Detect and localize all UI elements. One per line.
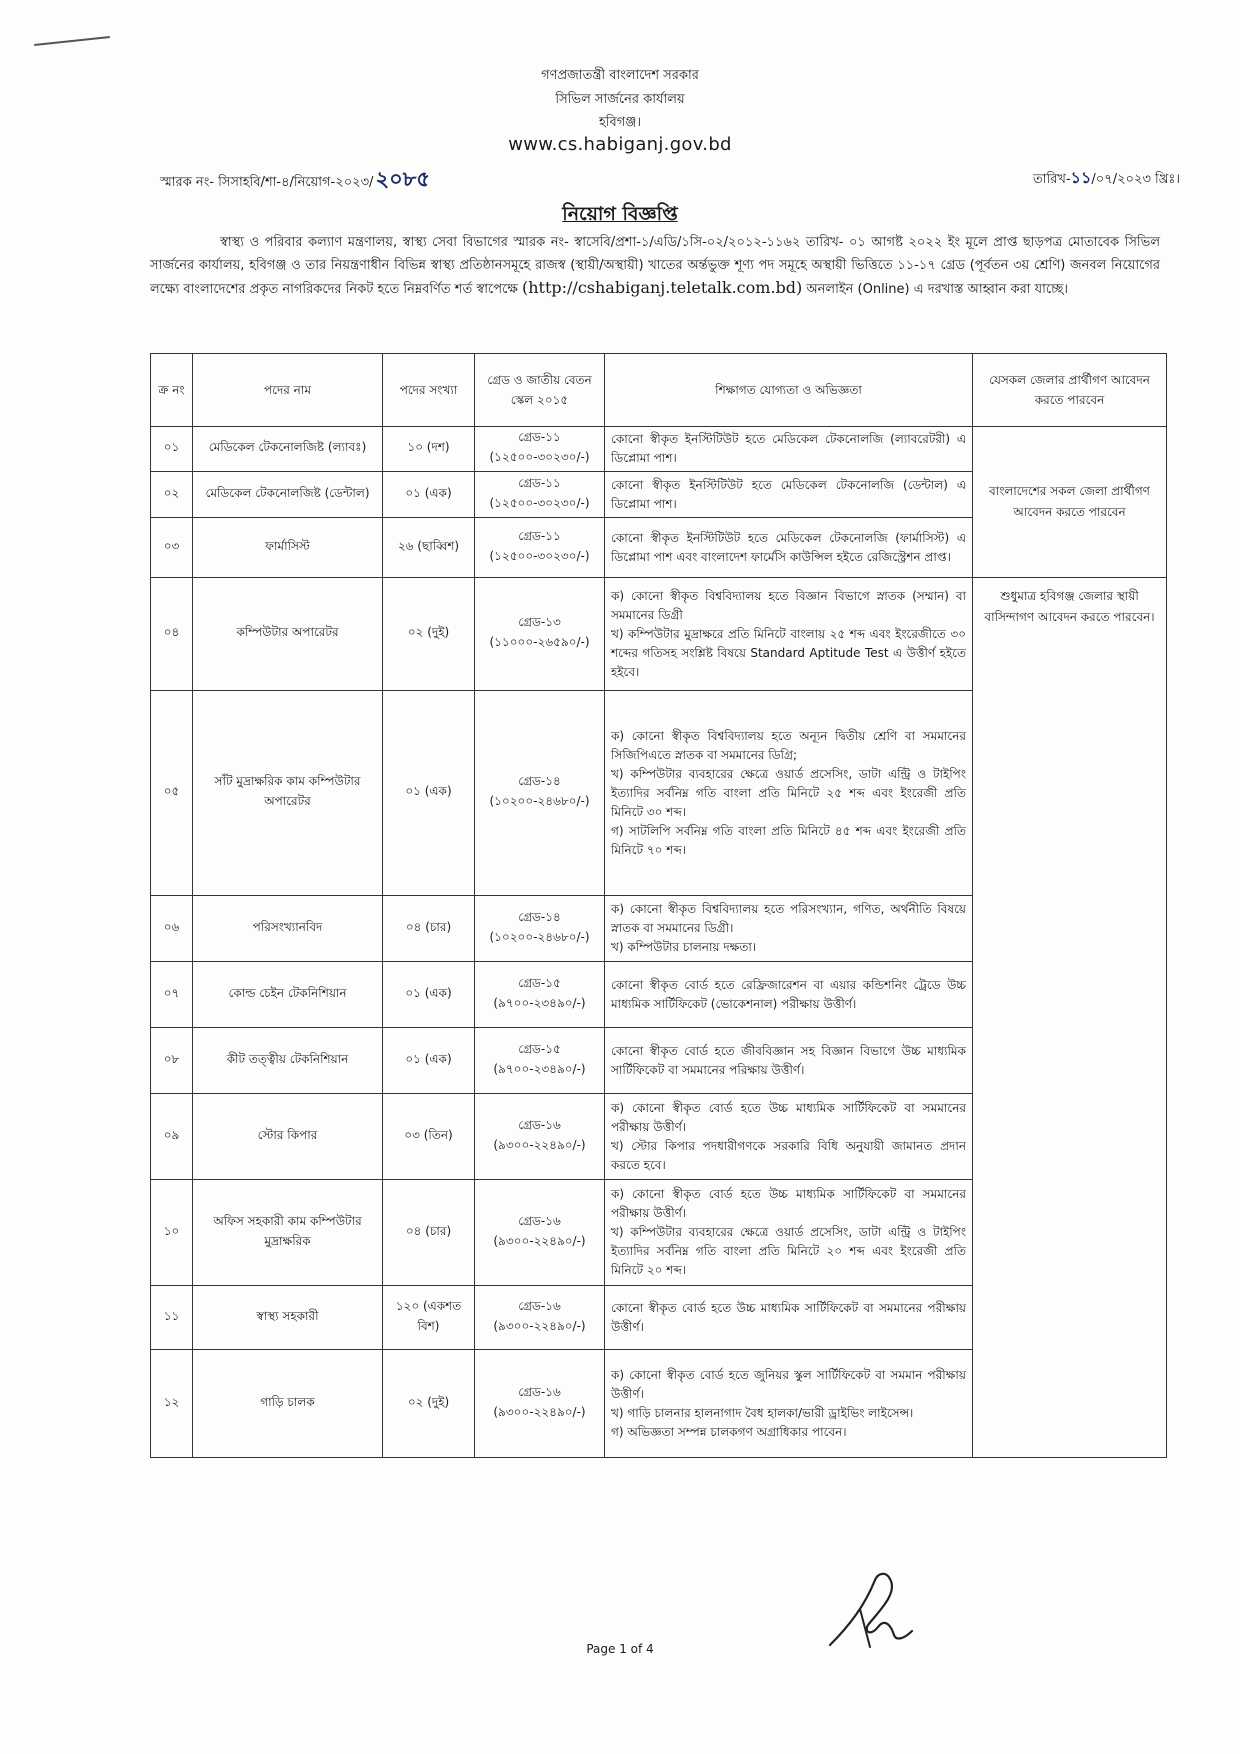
cell-post: পরিসংখ্যানবিদ <box>193 896 383 962</box>
cell-count: ১০ (দশ) <box>383 427 475 472</box>
date-rest: /০৭/২০২৩ খ্রিঃ। <box>1091 172 1180 187</box>
qualification-line: ক) কোনো স্বীকৃত বোর্ড হতে উচ্চ মাধ্যমিক সার্টিফিকেট বা সমমানের পরীক্ষায় উত্তীর্ণ। <box>611 1100 966 1134</box>
pay-scale: (১১০০০-২৬৫৯০/-) <box>489 635 590 649</box>
qualification-line: খ) কম্পিউটার ব্যবহারের ক্ষেত্রে ওয়ার্ড প্রসেসিং, ডাটা এন্ট্রি ও টাইপিং ইত্যাদির সর্বনিম্ন গতি বাংলা প্রতি মিনিটে ২০ শব্দ এবং ইংরেজী প্রতি মিনিটে ২০ শব্দ। <box>611 1225 966 1277</box>
grade-label: গ্রেড-১৪ <box>518 774 561 788</box>
cell-qualification <box>605 427 973 472</box>
grade-label: গ্রেড-১১ <box>518 430 561 444</box>
notice-title: নিয়োগ বিজ্ঞপ্তি <box>562 203 678 225</box>
grade-label: গ্রেড-১৬ <box>518 1298 561 1313</box>
cell-count: ০৩ (তিন) <box>383 1094 475 1180</box>
cell-qualification <box>605 1350 973 1458</box>
pay-scale: (৯৩০০-২২৪৯০/-) <box>493 1404 586 1419</box>
cell-sl: ০৮ <box>151 1028 193 1094</box>
intro-paragraph <box>150 232 1160 302</box>
cell-post: স্বাস্থ্য সহকারী <box>193 1286 383 1350</box>
cell-post: ফার্মাসিস্ট <box>193 518 383 578</box>
application-url: (http://cshabiganj.teletalk.com.bd) <box>522 278 803 297</box>
grade-label: গ্রেড-১৪ <box>518 909 561 924</box>
cell-qualification <box>605 1286 973 1350</box>
cell-grade <box>475 1180 605 1286</box>
col-header-post: পদের নাম <box>193 354 383 427</box>
cell-count: ০২ (দুই) <box>383 1350 475 1458</box>
qualification-line: ক) কোনো স্বীকৃত বিশ্ববিদ্যালয় হতে অন্যূন দ্বিতীয় শ্রেণি বা সমমানের সিজিপিএতে স্নাতক বা সমমানের ডিগ্রি; <box>611 728 966 762</box>
cell-grade <box>475 896 605 962</box>
qualification-line: খ) গাড়ি চালনার হালনাগাদ বৈধ হালকা/ভারী ড্রাইভিং লাইসেন্স। <box>611 1405 914 1420</box>
memo-number: ২০৮৫ <box>375 167 430 191</box>
grade-label: গ্রেড-১১ <box>518 475 561 490</box>
grade-label: গ্রেড-১৬ <box>518 1213 561 1228</box>
cell-sl: ০৫ <box>151 691 193 896</box>
pay-scale: (১২৫০০-৩০২৩০/-) <box>489 548 590 563</box>
cell-grade <box>475 472 605 518</box>
grade-label: গ্রেড-১৩ <box>518 615 561 629</box>
cell-grade <box>475 578 605 691</box>
qualification-line: কোনো স্বীকৃত ইনস্টিটিউট হতে মেডিকেল টেকনোলজি (ল্যাবরেটরী) এ ডিপ্লোমা পাশ। <box>611 432 966 465</box>
qualification-line: কোনো স্বীকৃত বোর্ড হতে রেফ্রিজারেশন বা এয়ার কন্ডিশনিং ট্রেডে উচ্চ মাধ্যমিক সার্টিফিকেট (ভোকেশনাল) পরীক্ষায় উত্তীর্ণ। <box>611 977 966 1011</box>
cell-count: ০১ (এক) <box>383 1028 475 1094</box>
col-header-district: যেসকল জেলার প্রার্থীগণ আবেদন করতে পারবেন <box>973 354 1167 427</box>
cell-grade <box>475 518 605 578</box>
cell-count: ১২০ (একশত বিশ) <box>383 1286 475 1350</box>
issue-date <box>1033 165 1180 192</box>
cell-sl: ০৯ <box>151 1094 193 1180</box>
pay-scale: (৯৩০০-২২৪৯০/-) <box>493 1137 586 1152</box>
col-header-count: পদের সংখ্যা <box>383 354 475 427</box>
pen-mark <box>34 36 110 46</box>
table-row <box>151 578 1167 691</box>
cell-grade <box>475 1028 605 1094</box>
cell-eligibility-habiganj: শুধুমাত্র হবিগঞ্জ জেলার স্থায়ী বাসিন্দাগণ আবেদন করতে পারবেন। <box>973 578 1167 1458</box>
cell-post: কীট তত্ত্বীয় টেকনিশিয়ান <box>193 1028 383 1094</box>
qualification-line: ক) কোনো স্বীকৃত বিশ্ববিদ্যালয় হতে পরিসংখ্যান, গণিত, অর্থনীতি বিষয়ে স্নাতক বা সমমানের ডিগ্রী। <box>611 902 966 935</box>
table-body <box>151 427 1167 1458</box>
cell-sl: ০৭ <box>151 962 193 1028</box>
cell-post: কোল্ড চেইন টেকনিশিয়ান <box>193 962 383 1028</box>
cell-sl: ১২ <box>151 1350 193 1458</box>
header-government: গণপ্রজাতন্ত্রী বাংলাদেশ সরকার <box>541 68 699 83</box>
cell-post: গাড়ি চালক <box>193 1350 383 1458</box>
pay-scale: (১২৫০০-৩০২৩০/-) <box>489 495 590 510</box>
pay-scale: (১০২০০-২৪৬৮০/-) <box>489 794 590 808</box>
cell-qualification <box>605 1094 973 1180</box>
cell-grade <box>475 691 605 896</box>
pay-scale: (১২৫০০-৩০২৩০/-) <box>489 450 590 464</box>
cell-count: ০১ (এক) <box>383 962 475 1028</box>
cell-sl: ০৩ <box>151 518 193 578</box>
date-day: ১১ <box>1070 168 1092 187</box>
cell-count: ০৪ (চার) <box>383 896 475 962</box>
cell-sl: ০১ <box>151 427 193 472</box>
cell-grade <box>475 427 605 472</box>
cell-sl: ০৪ <box>151 578 193 691</box>
cell-count: ০৪ (চার) <box>383 1180 475 1286</box>
cell-post: সাঁট মুদ্রাক্ষরিক কাম কম্পিউটার অপারেটর <box>193 691 383 896</box>
qualification-line: খ) স্টোর কিপার পদধারীগণকে সরকারি বিধি অনুযায়ী জামানত প্রদান করতে হবে। <box>611 1138 966 1172</box>
cell-grade <box>475 1286 605 1350</box>
cell-count: ০১ (এক) <box>383 472 475 518</box>
cell-grade <box>475 1350 605 1458</box>
cell-post: মেডিকেল টেকনোলজিষ্ট (ল্যাবঃ) <box>193 427 383 472</box>
cell-count: ০২ (দুই) <box>383 578 475 691</box>
cell-eligibility-all: বাংলাদেশের সকল জেলা প্রার্থীগণ আবেদন করতে পারবেন <box>973 427 1167 578</box>
grade-label: গ্রেড-১৬ <box>518 1384 561 1399</box>
table-row <box>151 427 1167 472</box>
pay-scale: (৯৩০০-২২৪৯০/-) <box>493 1233 586 1248</box>
cell-qualification <box>605 962 973 1028</box>
intro-tail: অনলাইন (Online) এ দরখাস্ত আহ্বান করা যাচ্ছে। <box>802 282 1069 297</box>
table-header-row <box>151 354 1167 427</box>
col-header-sl: ক্র নং <box>151 354 193 427</box>
pay-scale: (৯৭০০-২৩৪৯০/-) <box>493 1061 586 1076</box>
qualification-line: কোনো স্বীকৃত ইনস্টিটিউট হতে মেডিকেল টেকনোলজি (ফার্মাসিস্ট) এ ডিপ্লোমা পাশ এবং বাংলাদেশ ফার্মেসি কাউন্সিল হইতে রেজিস্ট্রেশন প্রাপ্ত। <box>611 530 966 564</box>
vacancy-table <box>150 353 1167 1458</box>
qualification-line: কোনো স্বীকৃত বোর্ড হতে উচ্চ মাধ্যমিক সার্টিফিকেট বা সমমানের পরীক্ষায় উত্তীর্ণ। <box>611 1300 966 1334</box>
cell-sl: ০২ <box>151 472 193 518</box>
cell-qualification <box>605 896 973 962</box>
header-website: www.cs.habiganj.gov.bd <box>508 134 732 155</box>
grade-label: গ্রেড-১১ <box>518 528 561 543</box>
qualification-line: ক) কোনো স্বীকৃত বোর্ড হতে জুনিয়র স্কুল সার্টিফিকেট বা সমমান পরীক্ষায় উত্তীর্ণ। <box>611 1367 966 1401</box>
cell-sl: ১১ <box>151 1286 193 1350</box>
cell-qualification <box>605 1028 973 1094</box>
qualification-line: ক) কোনো স্বীকৃত বোর্ড হতে উচ্চ মাধ্যমিক সার্টিফিকেট বা সমমানের পরীক্ষায় উত্তীর্ণ। <box>611 1187 966 1220</box>
memo-reference <box>160 163 430 198</box>
cell-qualification <box>605 691 973 896</box>
qualification-line: খ) কম্পিউটার মুদ্রাক্ষরে প্রতি মিনিটে বাংলায় ২৫ শব্দ এবং ইংরেজীতে ৩০ শব্দের গতিসহ সংশ্লিষ্ট বিষয়ে Standard Aptitude Test এ উত্তীর্ণ হইতে হইবে। <box>611 626 966 679</box>
date-prefix: তারিখ- <box>1033 172 1071 187</box>
cell-post: মেডিকেল টেকনোলজিষ্ট (ডেন্টাল) <box>193 472 383 518</box>
qualification-line: ক) কোনো স্বীকৃত বিশ্ববিদ্যালয় হতে বিজ্ঞান বিভাগে স্নাতক (সম্মান) বা সমমানের ডিগ্রী <box>611 588 966 622</box>
intro-text: স্বাস্থ্য ও পরিবার কল্যাণ মন্ত্রণালয়, স্বাস্থ্য সেবা বিভাগের স্মারক নং- স্বাসেবি/প্রশা-১/এডি/১সি-০২/২০১২-১১৬২ তারিখ- ০১ আগষ্ট ২০২২ ইং মূলে প্রাপ্ত ছাড়পত্র মোতাবেক সিভিল সার্জনের কার্যালয়, হবিগঞ্জ ও তার নিয়ন্ত্রণাধীন বিভিন্ন স্বাস্থ্য প্রতিষ্ঠানসমূহে রাজস্ব (স্থায়ী/অস্থায়ী) খাতের অর্ন্তভুক্ত শূণ্য পদ সমূহে অস্থায়ী ভিত্তিতে ১১-১৭ গ্রেড (পূর্বতন ৩য় শ্রেণি) জনবল নিয়োগের লক্ষ্যে বাংলাদেশের প্রকৃত নাগরিকদের নিকট হতে নিম্নবর্ণিত শর্ত স্বাপেক্ষে <box>150 235 1160 297</box>
page-number: Page 1 of 4 <box>586 1642 654 1656</box>
cell-sl: ০৬ <box>151 896 193 962</box>
pay-scale: (৯৭০০-২৩৪৯০/-) <box>493 995 586 1010</box>
cell-count: ২৬ (ছাব্বিশ) <box>383 518 475 578</box>
pay-scale: (৯৩০০-২২৪৯০/-) <box>493 1318 586 1333</box>
qualification-line: কোনো স্বীকৃত বোর্ড হতে জীববিজ্ঞান সহ বিজ্ঞান বিভাগে উচ্চ মাধ্যমিক সার্টিফিকেট বা সমমানের পরিক্ষায় উত্তীর্ণ। <box>611 1043 966 1077</box>
cell-grade <box>475 1094 605 1180</box>
cell-sl: ১০ <box>151 1180 193 1286</box>
cell-qualification <box>605 472 973 518</box>
qualification-line: খ) কম্পিউটার ব্যবহারের ক্ষেত্রে ওয়ার্ড প্রসেসিং, ডাটা এন্ট্রি ও টাইপিং ইত্যাদির সর্বনিম্ন গতি বাংলা প্রতি মিনিটে ২৫ শব্দ এবং ইংরেজী প্রতি মিনিটে ৩০ শব্দ। <box>611 766 966 819</box>
header-district: হবিগঞ্জ। <box>598 115 642 130</box>
cell-post: স্টোর কিপার <box>193 1094 383 1180</box>
qualification-line: কোনো স্বীকৃত ইনস্টিটিউট হতে মেডিকেল টেকনোলজি (ডেন্টাল) এ ডিপ্লোমা পাশ। <box>611 477 966 511</box>
cell-post: অফিস সহকারী কাম কম্পিউটার মুদ্রাক্ষরিক <box>193 1180 383 1286</box>
qualification-line: খ) কম্পিউটার চালনায় দক্ষতা। <box>611 940 757 954</box>
grade-label: গ্রেড-১৫ <box>518 975 561 990</box>
cell-grade <box>475 962 605 1028</box>
header-office: সিভিল সার্জনের কার্যালয় <box>555 92 685 107</box>
memo-prefix: স্মারক নং- সিসাহবি/শা-৪/নিয়োগ-২০২৩/ <box>160 175 374 190</box>
cell-post: কম্পিউটার অপারেটর <box>193 578 383 691</box>
col-header-qualification: শিক্ষাগত যোগ্যতা ও অভিজ্ঞতা <box>605 354 973 427</box>
col-header-grade: গ্রেড ও জাতীয় বেতন স্কেল ২০১৫ <box>475 354 605 427</box>
qualification-line: গ) সাটলিপি সর্বনিম্ন গতি বাংলা প্রতি মিনিটে ৪৫ শব্দ এবং ইংরেজী প্রতি মিনিটে ৭০ শব্দ। <box>611 823 966 857</box>
cell-qualification <box>605 578 973 691</box>
cell-count: ০১ (এক) <box>383 691 475 896</box>
qualification-line: গ) অভিজ্ঞতা সম্পন্ন চালকগণ অগ্রাধিকার পাবেন। <box>611 1424 847 1439</box>
cell-qualification <box>605 1180 973 1286</box>
cell-qualification <box>605 518 973 578</box>
grade-label: গ্রেড-১৬ <box>518 1117 561 1132</box>
pay-scale: (১০২০০-২৪৬৮০/-) <box>489 929 590 944</box>
grade-label: গ্রেড-১৫ <box>518 1041 561 1056</box>
